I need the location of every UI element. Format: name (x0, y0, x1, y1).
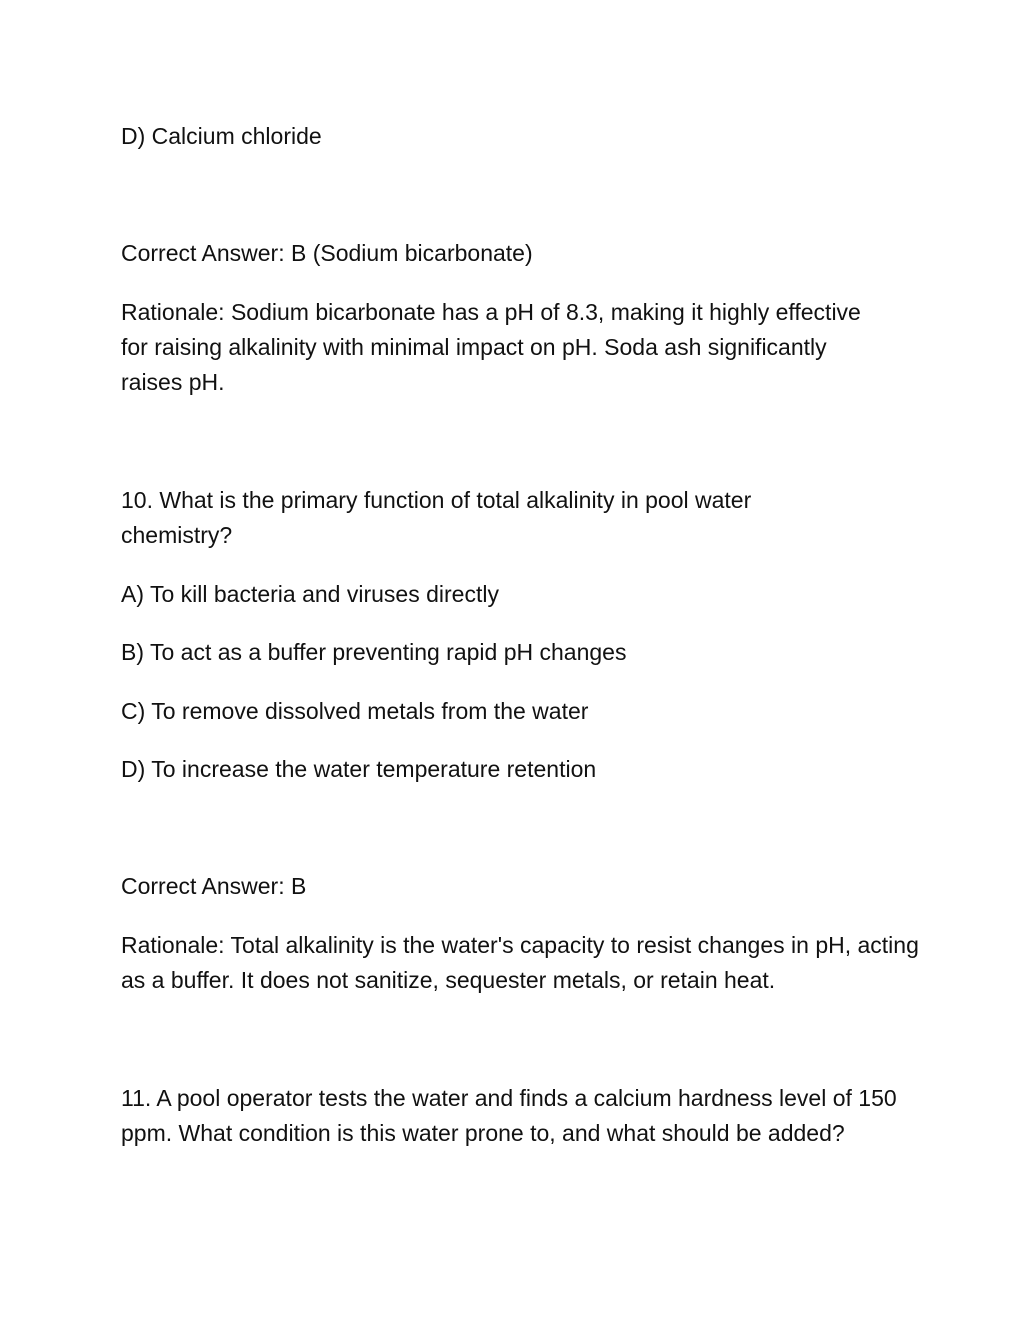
q10-option-d: D) To increase the water temperature retention (121, 756, 597, 782)
q10-option-b: B) To act as a buffer preventing rapid pH changes (121, 639, 627, 665)
q10-rationale: Rationale: Total alkalinity is the water's capacity to resist changes in pH, acting as a buffer. It does not sanitize, sequester metals, or retain heat. (121, 932, 926, 993)
q10-option-c: C) To remove dissolved metals from the water (121, 698, 589, 724)
q11-question: 11. A pool operator tests the water and finds a calcium hardness level of 150 ppm. What condition is this water prone to, and what should be added? (121, 1085, 904, 1146)
q9-option-d: D) Calcium chloride (121, 123, 322, 149)
q10-correct-answer: Correct Answer: B (121, 873, 307, 899)
q9-correct-answer: Correct Answer: B (Sodium bicarbonate) (121, 240, 533, 266)
q9-rationale: Rationale: Sodium bicarbonate has a pH of 8.3, making it highly effective for raising alkalinity with minimal impact on pH. Soda ash significantly raises pH. (121, 299, 868, 395)
q10-question: 10. What is the primary function of total alkalinity in pool water chemistry? (121, 487, 758, 548)
q10-option-a: A) To kill bacteria and viruses directly (121, 581, 499, 607)
